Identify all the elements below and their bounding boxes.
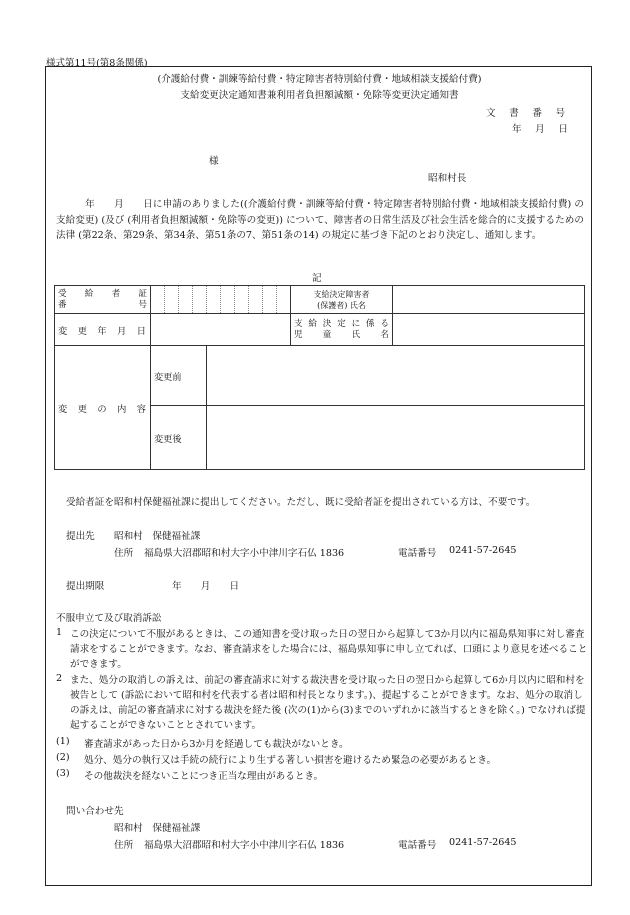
header-line1: (介護給付費・訓練等給付費・特定障害者特別給付費・地域相談支援給付費)	[157, 74, 482, 85]
document-frame	[45, 66, 592, 886]
ki-heading: 記	[312, 273, 322, 284]
deadline-label: 提出期限	[66, 581, 105, 592]
person-label	[291, 286, 393, 314]
recipient-no-digit	[151, 286, 165, 314]
appeal-sub1: 審査請求があった日から3か月を経過しても裁決がないとき。	[84, 739, 349, 750]
appeal-item1-no: 1	[56, 627, 63, 638]
doc-number-label: 文 書 番 号	[486, 108, 568, 119]
appeal-sub2-no: (2)	[56, 752, 70, 763]
recipient-no-digit	[249, 286, 263, 314]
deadline-date: 年 月 日	[172, 581, 240, 592]
change-date-value	[151, 314, 291, 346]
appeal-sub3-no: (3)	[56, 768, 70, 779]
body-text: 年 月 日に申請のありました((介護給付費・訓練等給付費・特定障害者特別給付費・地域相談支援給付費) の支給変更) (及び (利用者負担額減額・免除等の変更)) について、障害者の日常生活及び社会生活を総合的に支援するための法律 (第22条、第29条、第34条、第51条の7、第51条の14) の規定に基づき下記のとおり決定し、通知します。	[56, 199, 584, 241]
recipient-no-digit	[179, 286, 193, 314]
form-number: 様式第11号(第8条関係)	[46, 58, 148, 69]
appeal-item2: また、処分の取消しの訴えは、前記の審査請求に対する裁決書を受け取った日の翌日から起算して6か月以内に昭和村を被告として (訴訟において昭和村を代表する者は昭和村長となります。)、提起することができます。なお、処分の取消しの訴えは、前記の審査請求に対する裁決を経た後 (次の(1)から(3)までのいずれかに該当するときを除く。) でなければ提起することができないこととされています。	[70, 675, 586, 731]
after-value	[207, 406, 585, 470]
submission-notice: 受給者証を昭和村保健福祉課に提出してください。ただし、既に受給者証を提出されている方は、不要です。	[66, 497, 536, 508]
appeal-item2-no: 2	[56, 673, 63, 684]
contact-phone: 0241-57-2645	[449, 837, 517, 848]
submission-address: 福島県大沼郡昭和村大字小中津川字石仏 1836	[144, 548, 345, 559]
submission-address-label: 住所	[114, 548, 134, 559]
recipient-no-digit	[263, 286, 277, 314]
recipient-no-label	[55, 286, 151, 314]
after-label: 変更後	[151, 406, 207, 470]
change-date-label: 変更年月日	[55, 314, 151, 346]
contact-phone-label: 電話番号	[398, 840, 437, 851]
recipient-no-digit	[193, 286, 207, 314]
recipient-no-label-1: 受給者証	[58, 288, 147, 299]
contact-address-label: 住所	[114, 840, 134, 851]
decision-table	[54, 285, 585, 470]
contact-label: 問い合わせ先	[66, 806, 124, 817]
contact-dest: 昭和村 保健福祉課	[114, 823, 201, 834]
before-value	[207, 346, 585, 406]
appeal-item1: この決定について不服があるときは、この通知書を受け取った日の翌日から起算して3か月以内に福島県知事に対し審査請求をすることができます。なお、審査請求をした場合には、福島県知事に申し立てれば、口頭により意見を述べることができます。	[70, 629, 588, 670]
submission-phone: 0241-57-2645	[449, 545, 517, 556]
submission-label: 提出先	[66, 531, 95, 542]
submission-phone-label: 電話番号	[398, 548, 437, 559]
appeal-sub1-no: (1)	[56, 736, 70, 747]
recipient-no-label-2: 番号	[58, 299, 147, 310]
appeal-sub3: その他裁決を経ないことにつき正当な理由があるとき。	[84, 771, 324, 782]
issuer-name: 昭和村長	[428, 173, 467, 184]
appeal-sub2: 処分、処分の執行又は手続の続行により生ずる著しい損害を避けるため緊急の必要があるとき。	[84, 755, 497, 766]
child-label-2: 児童氏名	[294, 329, 389, 340]
appeal-title: 不服申立て及び取消訴訟	[56, 613, 162, 624]
child-name-value	[393, 314, 585, 346]
recipient-no-digit	[221, 286, 235, 314]
child-label	[291, 314, 393, 346]
header-title: 支給変更決定通知書兼利用者負担額減額・免除等変更決定通知書	[180, 90, 459, 101]
child-label-1: 支給決定に係る	[294, 318, 389, 329]
person-label-1: 支給決定障害者	[313, 289, 370, 299]
submission-dest: 昭和村 保健福祉課	[114, 531, 201, 542]
addressee-sama: 様	[209, 156, 219, 167]
recipient-no-digit	[277, 286, 291, 314]
person-label-2: (保護者) 氏名	[317, 300, 366, 310]
recipient-no-digit	[235, 286, 249, 314]
change-content-label: 変更の内容	[55, 346, 151, 470]
issue-date-label: 年 月 日	[512, 124, 570, 135]
recipient-no-digit	[207, 286, 221, 314]
recipient-no-digit	[165, 286, 179, 314]
contact-address: 福島県大沼郡昭和村大字小中津川字石仏 1836	[144, 840, 345, 851]
person-name-value	[393, 286, 585, 314]
before-label: 変更前	[151, 346, 207, 406]
